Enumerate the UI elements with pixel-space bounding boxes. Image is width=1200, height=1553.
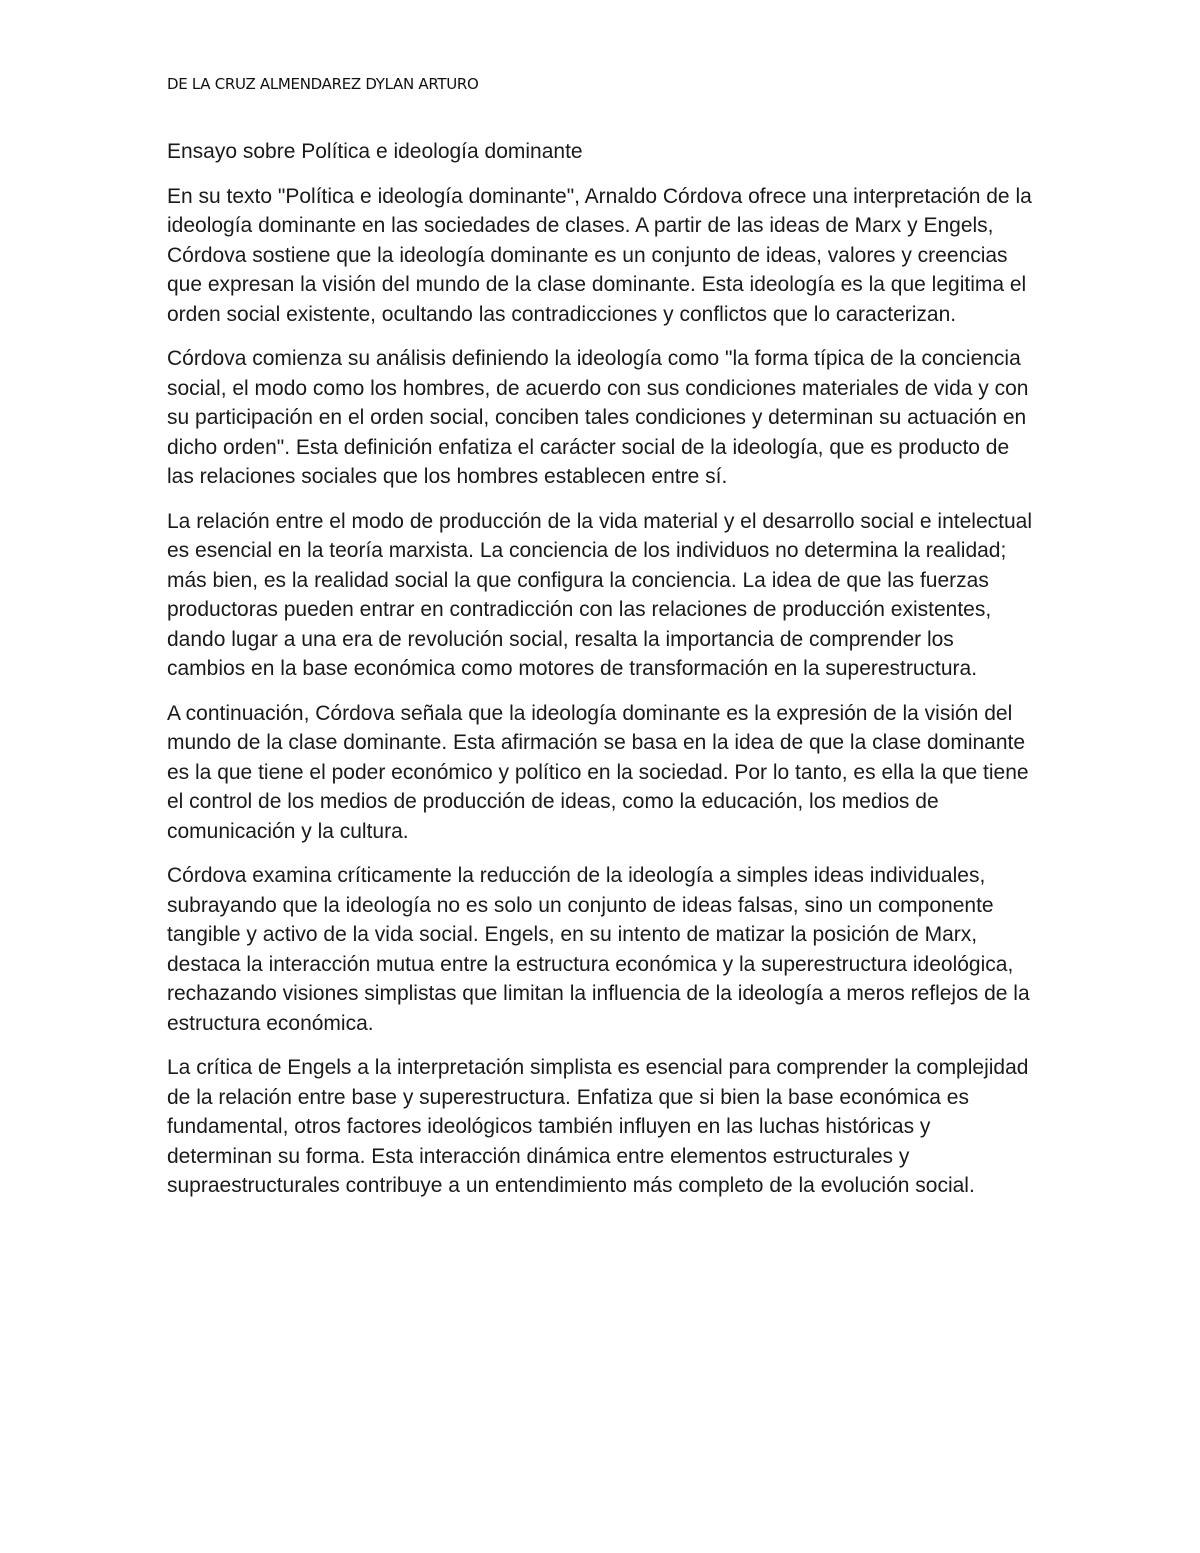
author-name: DE LA CRUZ ALMENDAREZ DYLAN ARTURO [167,75,479,93]
paragraph-1: En su texto "Política e ideología dominante", Arnaldo Córdova ofrece una interpretación de la ideología dominante en las sociedades de clases. A partir de las ideas de Marx y Engels, Córdova sostiene que la ideología dominante es un conjunto de ideas, valores y creencias que expresan la visión del mundo de la clase dominante. Esta ideología es la que legitima el orden social existente, ocultando las contradicciones y conflictos que lo caracterizan. [167,184,1032,326]
paragraph-3: La relación entre el modo de producción de la vida material y el desarrollo social e intelectual es esencial en la teoría marxista. La conciencia de los individuos no determina la realidad; más bien, es la realidad social la que configura la conciencia. La idea de que las fuerzas productoras pueden entrar en contradicción con las relaciones de producción existentes, dando lugar a una era de revolución social, resalta la importancia de comprender los cambios en la base económica como motores de transformación en la superestructura. [167,509,1032,680]
paragraph-6: La crítica de Engels a la interpretación simplista es esencial para comprender la complejidad de la relación entre base y superestructura. Enfatiza que si bien la base económica es fundamental, otros factores ideológicos también influyen en las luchas históricas y determinan su forma. Esta interacción dinámica entre elementos estructurales y supraestructurales contribuye a un entendimiento más completo de la evolución social. [167,1056,1029,1197]
paragraph-4: A continuación, Córdova señala que la ideología dominante es la expresión de la visión del mundo de la clase dominante. Esta afirmación se basa en la idea de que la clase dominante es la que tiene el poder económico y político en la sociedad. Por lo tanto, es ella la que tiene el control de los medios de producción de ideas, como la educación, los medios de comunicación y la cultura. [167,701,1029,843]
document-body [167,137,1037,1216]
document-title: Ensayo sobre Política e ideología dominante [167,140,583,163]
paragraph-2: Córdova comienza su análisis definiendo la ideología como "la forma típica de la conciencia social, el modo como los hombres, de acuerdo con sus condiciones materiales de vida y con su participación en el orden social, conciben tales condiciones y determinan su actuación en dicho orden". Esta definición enfatiza el carácter social de la ideología, que es producto de las relaciones sociales que los hombres establecen entre sí. [167,347,1029,488]
paragraph-5: Córdova examina críticamente la reducción de la ideología a simples ideas individuales, subrayando que la ideología no es solo un conjunto de ideas falsas, sino un componente tangible y activo de la vida social. Engels, en su intento de matizar la posición de Marx, destaca la interacción mutua entre la estructura económica y la superestructura ideológica, rechazando visiones simplistas que limitan la influencia de la ideología a meros reflejos de la estructura económica. [167,864,1030,1035]
